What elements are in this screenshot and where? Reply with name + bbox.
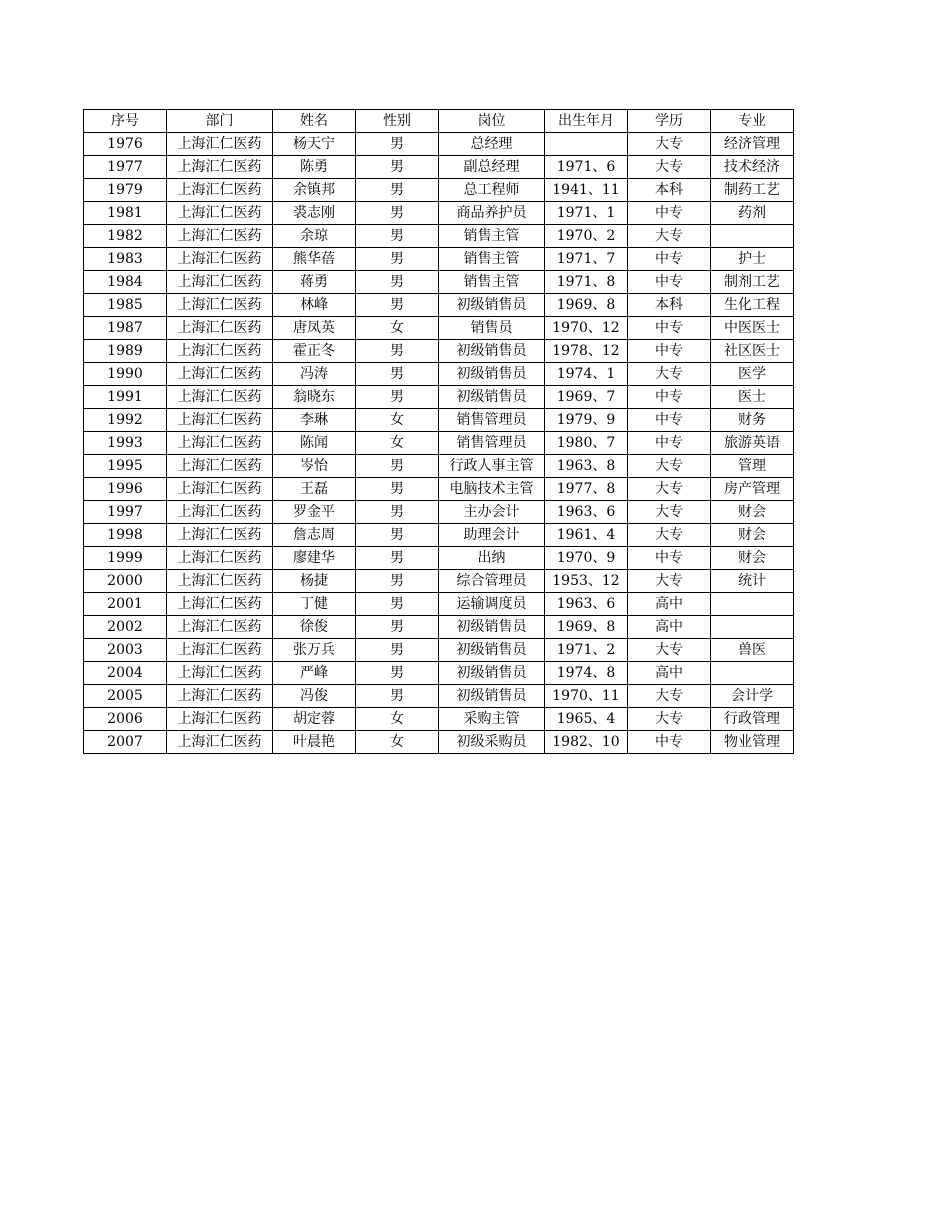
cell-major: 技术经济 [711,156,794,179]
cell-id: 1976 [84,133,167,156]
cell-birth-date: 1971、2 [545,639,628,662]
cell-id: 1983 [84,248,167,271]
cell-education: 高中 [628,593,711,616]
cell-name: 廖建华 [273,547,356,570]
cell-birth-date: 1980、7 [545,432,628,455]
cell-birth-date [545,133,628,156]
cell-name: 蒋勇 [273,271,356,294]
cell-major: 房产管理 [711,478,794,501]
cell-birth-date: 1963、6 [545,593,628,616]
cell-department: 上海汇仁医药 [167,455,273,478]
header-education: 学历 [628,110,711,133]
cell-id: 1981 [84,202,167,225]
cell-position: 综合管理员 [439,570,545,593]
cell-education: 本科 [628,294,711,317]
table-row [84,570,794,593]
cell-gender: 女 [356,317,439,340]
cell-major: 财会 [711,501,794,524]
cell-id: 1991 [84,386,167,409]
cell-education: 中专 [628,409,711,432]
cell-major: 生化工程 [711,294,794,317]
cell-birth-date: 1963、8 [545,455,628,478]
cell-birth-date: 1970、9 [545,547,628,570]
cell-major: 药剂 [711,202,794,225]
cell-name: 罗金平 [273,501,356,524]
cell-position: 主办会计 [439,501,545,524]
cell-position: 出纳 [439,547,545,570]
cell-major [711,662,794,685]
cell-major: 会计学 [711,685,794,708]
cell-name: 翁晓东 [273,386,356,409]
cell-major: 医士 [711,386,794,409]
cell-major: 医学 [711,363,794,386]
cell-name: 王磊 [273,478,356,501]
cell-major: 旅游英语 [711,432,794,455]
cell-gender: 男 [356,478,439,501]
cell-birth-date: 1971、7 [545,248,628,271]
cell-major [711,225,794,248]
cell-major: 物业管理 [711,731,794,754]
table-body [84,133,794,754]
table-header-row [84,110,794,133]
header-id: 序号 [84,110,167,133]
cell-id: 1979 [84,179,167,202]
cell-gender: 男 [356,340,439,363]
cell-position: 总经理 [439,133,545,156]
cell-id: 2004 [84,662,167,685]
cell-gender: 男 [356,524,439,547]
cell-major: 财会 [711,547,794,570]
table-row [84,133,794,156]
cell-birth-date: 1970、12 [545,317,628,340]
cell-department: 上海汇仁医药 [167,547,273,570]
cell-name: 林峰 [273,294,356,317]
cell-name: 熊华蓓 [273,248,356,271]
table-row [84,225,794,248]
cell-education: 大专 [628,156,711,179]
cell-gender: 男 [356,547,439,570]
cell-department: 上海汇仁医药 [167,202,273,225]
cell-department: 上海汇仁医药 [167,708,273,731]
table-row [84,616,794,639]
cell-id: 2002 [84,616,167,639]
header-position: 岗位 [439,110,545,133]
cell-position: 销售主管 [439,225,545,248]
cell-position: 初级销售员 [439,616,545,639]
cell-id: 2007 [84,731,167,754]
cell-department: 上海汇仁医药 [167,340,273,363]
cell-major: 社区医士 [711,340,794,363]
cell-birth-date: 1971、8 [545,271,628,294]
cell-id: 1996 [84,478,167,501]
cell-department: 上海汇仁医药 [167,731,273,754]
cell-education: 大专 [628,685,711,708]
cell-department: 上海汇仁医药 [167,593,273,616]
cell-education: 大专 [628,524,711,547]
cell-id: 1990 [84,363,167,386]
cell-department: 上海汇仁医药 [167,570,273,593]
table-row [84,639,794,662]
cell-gender: 男 [356,156,439,179]
cell-position: 初级采购员 [439,731,545,754]
cell-gender: 女 [356,409,439,432]
cell-gender: 女 [356,731,439,754]
cell-id: 2003 [84,639,167,662]
table-row [84,547,794,570]
cell-education: 大专 [628,639,711,662]
cell-birth-date: 1979、9 [545,409,628,432]
table-row [84,593,794,616]
table-row [84,524,794,547]
cell-gender: 男 [356,616,439,639]
cell-name: 冯涛 [273,363,356,386]
cell-name: 唐凤英 [273,317,356,340]
header-major: 专业 [711,110,794,133]
cell-name: 余琼 [273,225,356,248]
cell-id: 1992 [84,409,167,432]
cell-name: 霍正冬 [273,340,356,363]
cell-birth-date: 1961、4 [545,524,628,547]
cell-id: 1989 [84,340,167,363]
cell-department: 上海汇仁医药 [167,271,273,294]
cell-name: 杨捷 [273,570,356,593]
cell-birth-date: 1969、8 [545,616,628,639]
cell-birth-date: 1977、8 [545,478,628,501]
cell-id: 2001 [84,593,167,616]
cell-position: 副总经理 [439,156,545,179]
cell-position: 初级销售员 [439,662,545,685]
cell-id: 2000 [84,570,167,593]
cell-gender: 女 [356,708,439,731]
cell-name: 杨天宁 [273,133,356,156]
cell-gender: 男 [356,248,439,271]
header-gender: 性别 [356,110,439,133]
cell-gender: 男 [356,455,439,478]
table-row [84,179,794,202]
table-row [84,340,794,363]
cell-name: 胡定蓉 [273,708,356,731]
cell-name: 裘志刚 [273,202,356,225]
cell-gender: 男 [356,225,439,248]
cell-education: 大专 [628,478,711,501]
cell-department: 上海汇仁医药 [167,478,273,501]
cell-position: 助理会计 [439,524,545,547]
cell-department: 上海汇仁医药 [167,409,273,432]
cell-gender: 男 [356,639,439,662]
table-row [84,363,794,386]
cell-position: 初级销售员 [439,685,545,708]
cell-education: 中专 [628,547,711,570]
cell-birth-date: 1941、11 [545,179,628,202]
cell-birth-date: 1965、4 [545,708,628,731]
cell-major [711,616,794,639]
cell-department: 上海汇仁医药 [167,156,273,179]
cell-education: 中专 [628,271,711,294]
table-row [84,294,794,317]
cell-name: 陈勇 [273,156,356,179]
cell-id: 1982 [84,225,167,248]
cell-birth-date: 1974、1 [545,363,628,386]
cell-position: 销售管理员 [439,409,545,432]
cell-name: 詹志周 [273,524,356,547]
cell-name: 冯俊 [273,685,356,708]
cell-gender: 男 [356,363,439,386]
cell-department: 上海汇仁医药 [167,294,273,317]
cell-gender: 男 [356,685,439,708]
cell-department: 上海汇仁医药 [167,685,273,708]
table-row [84,501,794,524]
cell-gender: 男 [356,133,439,156]
cell-department: 上海汇仁医药 [167,225,273,248]
cell-department: 上海汇仁医药 [167,662,273,685]
cell-birth-date: 1978、12 [545,340,628,363]
cell-position: 总工程师 [439,179,545,202]
cell-education: 中专 [628,731,711,754]
table-row [84,731,794,754]
cell-birth-date: 1970、2 [545,225,628,248]
cell-id: 1985 [84,294,167,317]
cell-major: 行政管理 [711,708,794,731]
employee-table [83,109,794,754]
cell-education: 高中 [628,616,711,639]
cell-education: 中专 [628,386,711,409]
table-row [84,317,794,340]
cell-gender: 女 [356,432,439,455]
cell-major: 财会 [711,524,794,547]
cell-position: 销售员 [439,317,545,340]
table-row [84,478,794,501]
cell-department: 上海汇仁医药 [167,501,273,524]
cell-position: 初级销售员 [439,340,545,363]
cell-id: 1977 [84,156,167,179]
cell-position: 初级销售员 [439,363,545,386]
cell-gender: 男 [356,271,439,294]
cell-position: 初级销售员 [439,386,545,409]
table-row [84,455,794,478]
cell-position: 运输调度员 [439,593,545,616]
cell-id: 1997 [84,501,167,524]
cell-name: 李琳 [273,409,356,432]
cell-name: 叶晨艳 [273,731,356,754]
cell-education: 中专 [628,340,711,363]
cell-id: 2006 [84,708,167,731]
cell-department: 上海汇仁医药 [167,179,273,202]
cell-position: 销售主管 [439,248,545,271]
cell-department: 上海汇仁医药 [167,363,273,386]
cell-gender: 男 [356,386,439,409]
cell-name: 余镇邦 [273,179,356,202]
table-row [84,386,794,409]
cell-education: 大专 [628,133,711,156]
header-birth-date: 出生年月 [545,110,628,133]
table-row [84,202,794,225]
cell-position: 初级销售员 [439,639,545,662]
cell-department: 上海汇仁医药 [167,317,273,340]
cell-department: 上海汇仁医药 [167,639,273,662]
cell-id: 1993 [84,432,167,455]
cell-position: 初级销售员 [439,294,545,317]
cell-department: 上海汇仁医药 [167,248,273,271]
table-row [84,248,794,271]
cell-birth-date: 1974、8 [545,662,628,685]
cell-birth-date: 1971、1 [545,202,628,225]
cell-department: 上海汇仁医药 [167,386,273,409]
cell-education: 大专 [628,455,711,478]
cell-position: 电脑技术主管 [439,478,545,501]
table-row [84,432,794,455]
cell-major: 护士 [711,248,794,271]
table-row [84,685,794,708]
cell-major: 制剂工艺 [711,271,794,294]
cell-id: 1984 [84,271,167,294]
cell-education: 本科 [628,179,711,202]
cell-gender: 男 [356,570,439,593]
cell-education: 中专 [628,317,711,340]
cell-name: 丁健 [273,593,356,616]
cell-major: 管理 [711,455,794,478]
cell-education: 中专 [628,432,711,455]
cell-name: 徐俊 [273,616,356,639]
cell-education: 大专 [628,708,711,731]
cell-department: 上海汇仁医药 [167,616,273,639]
cell-birth-date: 1970、11 [545,685,628,708]
cell-education: 大专 [628,225,711,248]
cell-major [711,593,794,616]
cell-major: 兽医 [711,639,794,662]
table-row [84,271,794,294]
table-row [84,662,794,685]
table-row [84,156,794,179]
cell-gender: 男 [356,202,439,225]
cell-name: 陈闻 [273,432,356,455]
header-name: 姓名 [273,110,356,133]
cell-id: 1987 [84,317,167,340]
cell-birth-date: 1963、6 [545,501,628,524]
cell-gender: 男 [356,593,439,616]
cell-education: 大专 [628,363,711,386]
cell-major: 经济管理 [711,133,794,156]
cell-name: 张万兵 [273,639,356,662]
cell-position: 销售主管 [439,271,545,294]
cell-gender: 男 [356,662,439,685]
cell-birth-date: 1982、10 [545,731,628,754]
cell-birth-date: 1969、8 [545,294,628,317]
cell-education: 中专 [628,248,711,271]
cell-position: 商品养护员 [439,202,545,225]
cell-position: 采购主管 [439,708,545,731]
cell-name: 严峰 [273,662,356,685]
cell-education: 中专 [628,202,711,225]
cell-position: 行政人事主管 [439,455,545,478]
cell-birth-date: 1969、7 [545,386,628,409]
cell-id: 1998 [84,524,167,547]
cell-major: 统计 [711,570,794,593]
cell-education: 大专 [628,501,711,524]
cell-education: 高中 [628,662,711,685]
cell-department: 上海汇仁医药 [167,133,273,156]
cell-id: 2005 [84,685,167,708]
table-row [84,708,794,731]
cell-id: 1995 [84,455,167,478]
cell-position: 销售管理员 [439,432,545,455]
cell-education: 大专 [628,570,711,593]
cell-id: 1999 [84,547,167,570]
cell-name: 岑怡 [273,455,356,478]
table-row [84,409,794,432]
cell-major: 制药工艺 [711,179,794,202]
cell-gender: 男 [356,501,439,524]
cell-gender: 男 [356,179,439,202]
cell-department: 上海汇仁医药 [167,432,273,455]
cell-major: 财务 [711,409,794,432]
cell-department: 上海汇仁医药 [167,524,273,547]
cell-birth-date: 1953、12 [545,570,628,593]
header-department: 部门 [167,110,273,133]
cell-gender: 男 [356,294,439,317]
cell-birth-date: 1971、6 [545,156,628,179]
employee-table-container [83,109,794,754]
cell-major: 中医医士 [711,317,794,340]
